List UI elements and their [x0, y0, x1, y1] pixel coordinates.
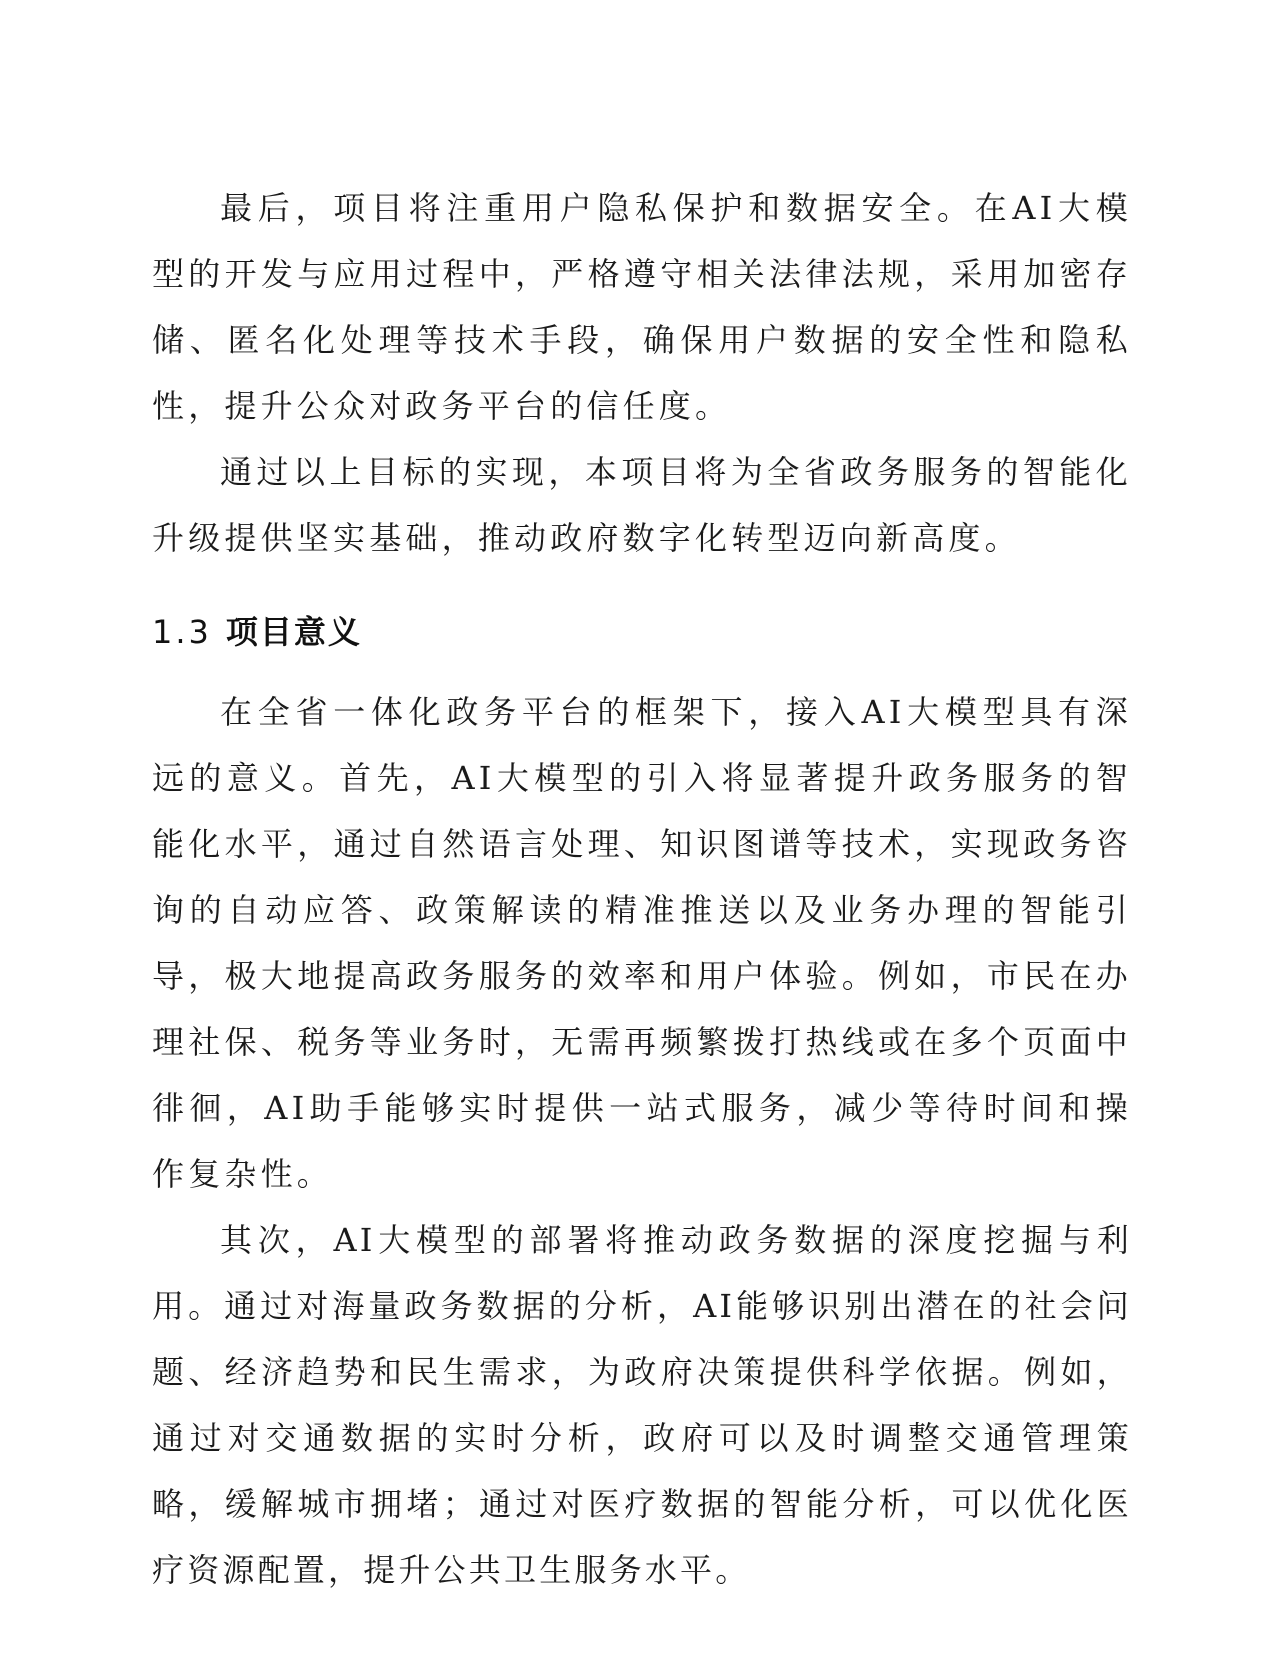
section-title: 项目意义 — [225, 613, 362, 651]
document-body — [152, 175, 1132, 1603]
paragraph-significance-first: 在全省一体化政务平台的框架下，接入AI大模型具有深远的意义。首先，AI大模型的引入将显著提升政务服务的智能化水平，通过自然语言处理、知识图谱等技术，实现政务咨询的自动应答、政策解读的精准推送以及业务办理的智能引导，极大地提高政务服务的效率和用户体验。例如，市民在办理社保、税务等业务时，无需再频繁拨打热线或在多个页面中徘徊，AI助手能够实时提供一站式服务，减少等待时间和操作复杂性。 — [152, 693, 1132, 1193]
section-heading — [152, 599, 1132, 665]
paragraph-summary: 通过以上目标的实现，本项目将为全省政务服务的智能化升级提供坚实基础，推动政府数字化转型迈向新高度。 — [152, 453, 1132, 557]
paragraph-significance-second: 其次，AI大模型的部署将推动政务数据的深度挖掘与利用。通过对海量政务数据的分析，AI能够识别出潜在的社会问题、经济趋势和民生需求，为政府决策提供科学依据。例如，通过对交通数据的实时分析，政府可以及时调整交通管理策略，缓解城市拥堵；通过对医疗数据的智能分析，可以优化医疗资源配置，提升公共卫生服务水平。 — [152, 1221, 1132, 1589]
section-number: 1.3 — [152, 613, 212, 651]
paragraph-privacy: 最后，项目将注重用户隐私保护和数据安全。在AI大模型的开发与应用过程中，严格遵守相关法律法规，采用加密存储、匿名化处理等技术手段，确保用户数据的安全性和隐私性，提升公众对政务平台的信任度。 — [152, 189, 1132, 425]
